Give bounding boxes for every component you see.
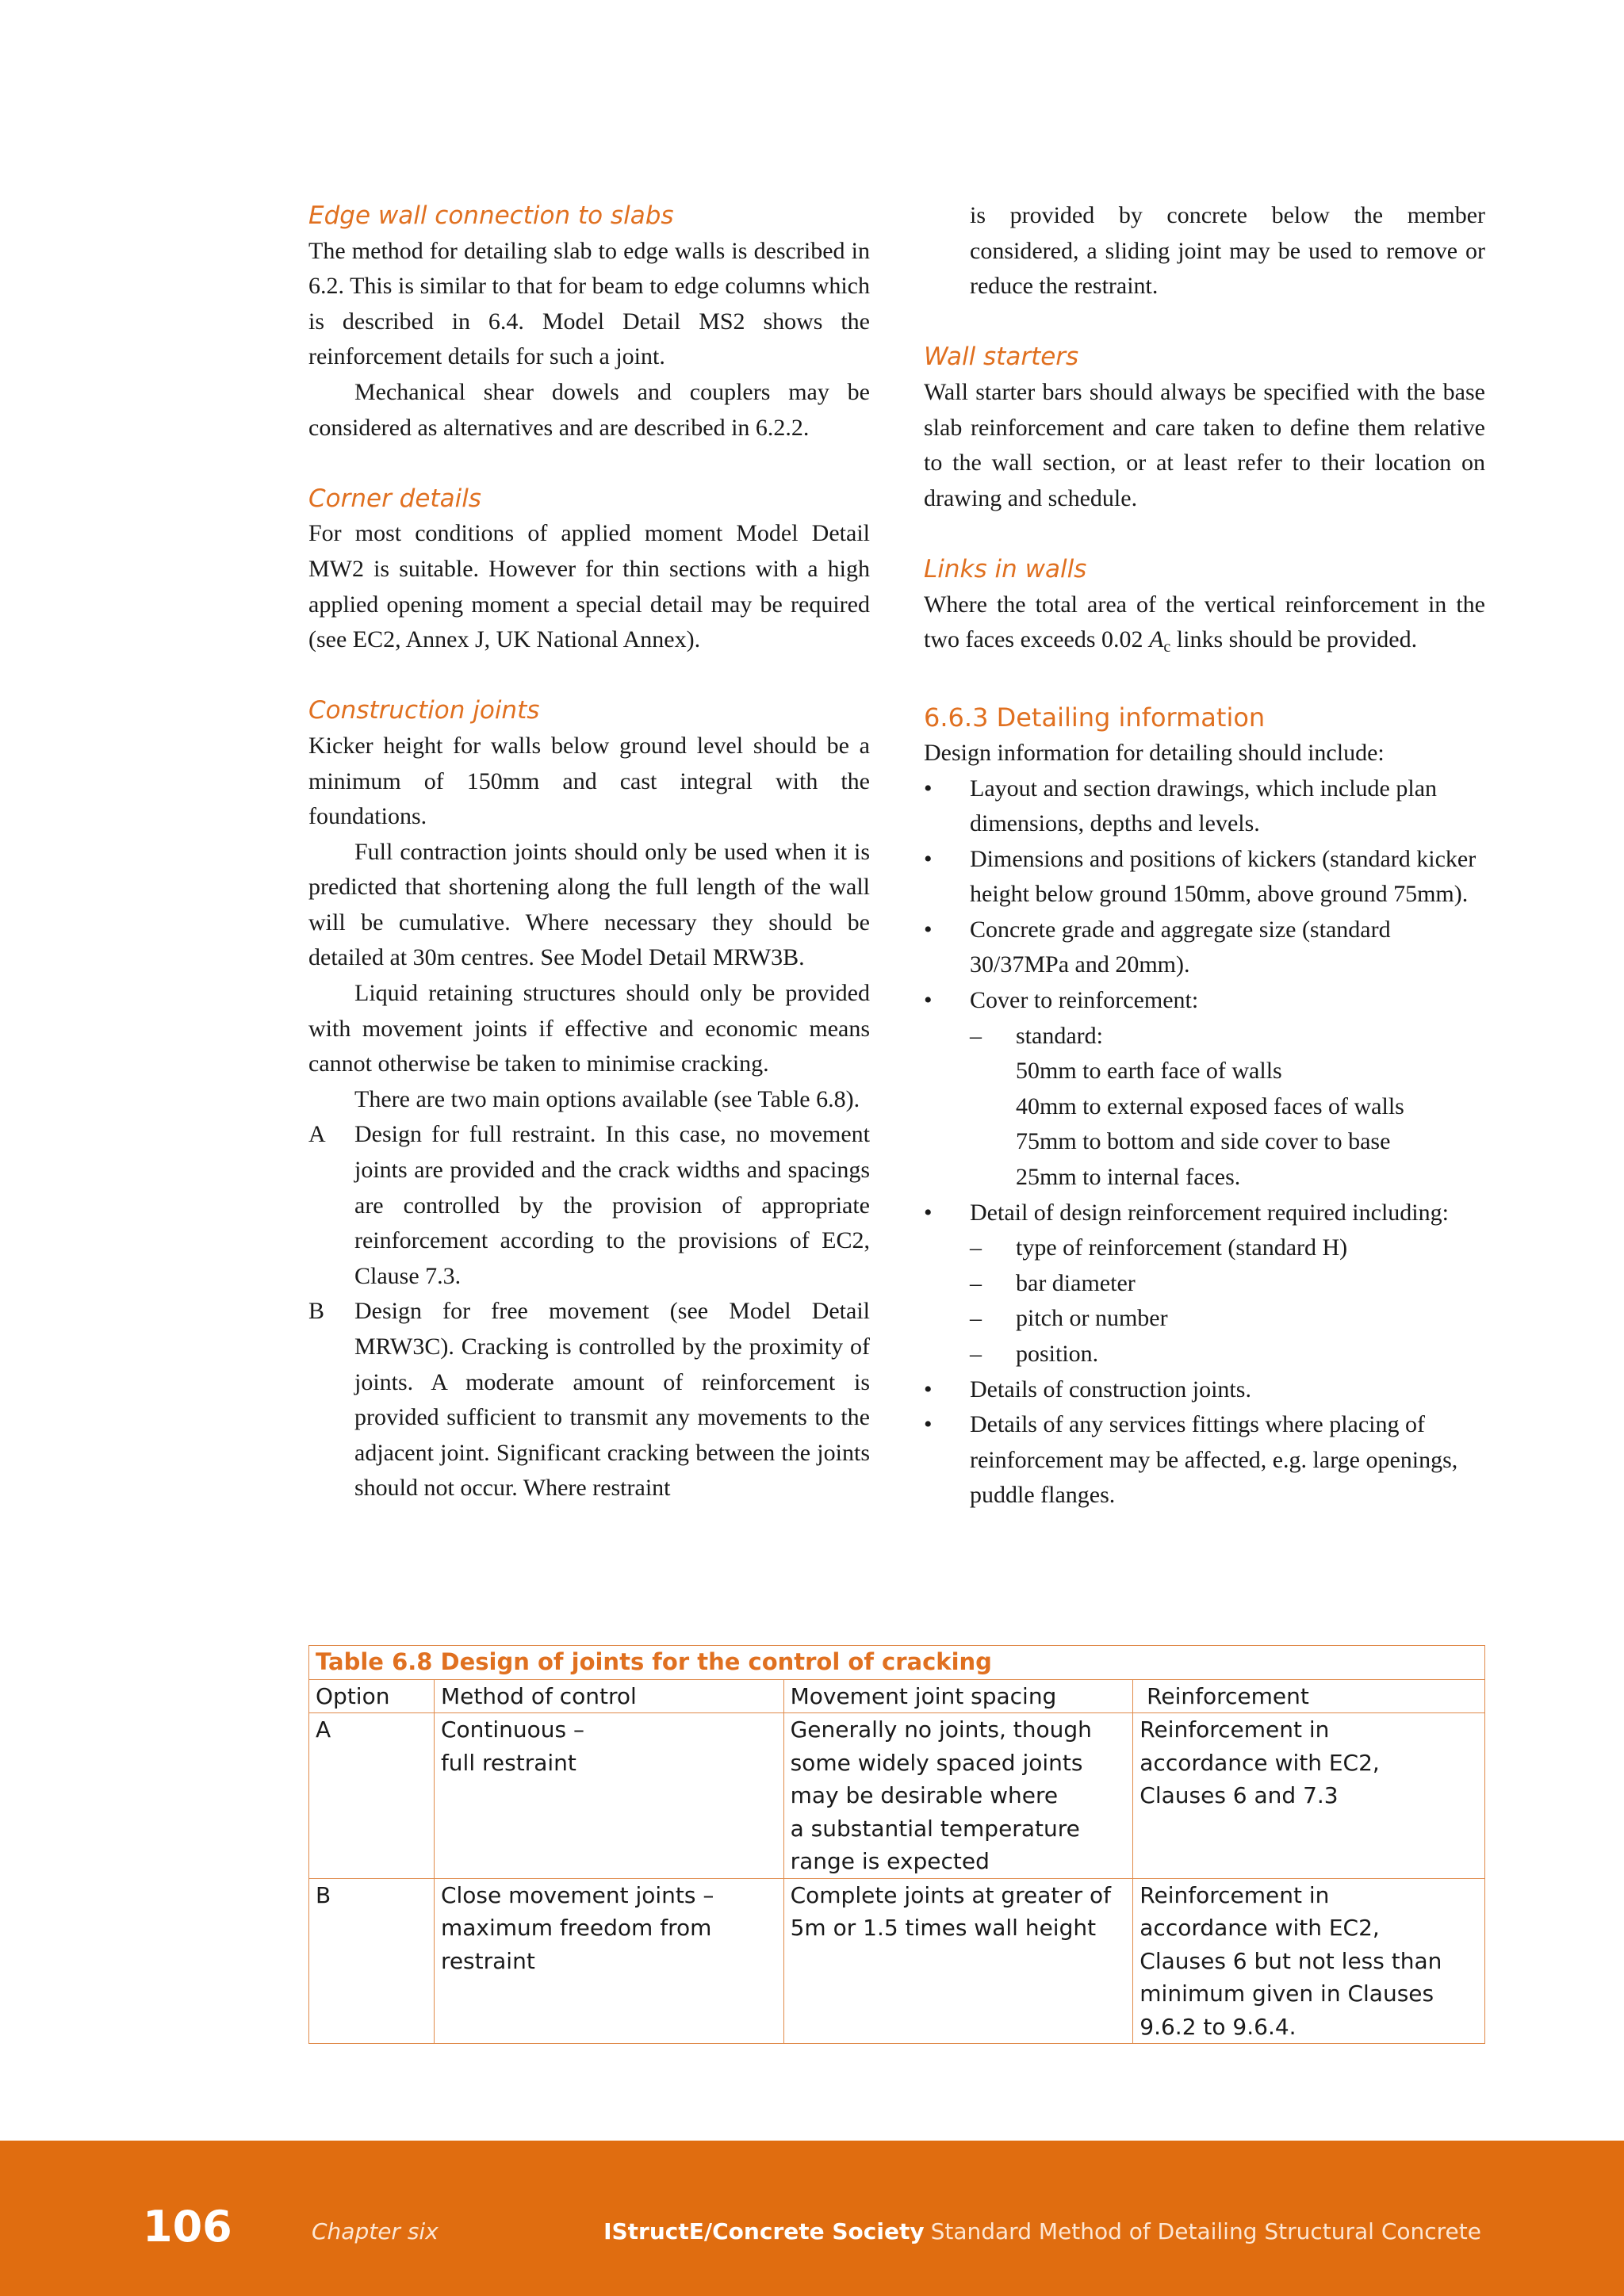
chapter-label: Chapter six — [312, 2218, 439, 2244]
cover-line: 75mm to bottom and side cover to base — [1016, 1128, 1391, 1155]
para-options: There are two main options available (see Table 6.8). — [354, 1085, 860, 1112]
cell-line: may be desirable where — [790, 1782, 1059, 1808]
para-dowels: Mechanical shear dowels and couplers may be considered as alternatives and are described in 6.2.2. — [308, 378, 870, 441]
dash-text: type of reinforcement (standard H) — [1016, 1234, 1348, 1261]
bullet-marker: • — [924, 1376, 933, 1402]
table-row — [309, 1713, 1485, 1879]
option-b-marker: B — [308, 1298, 325, 1325]
dash-marker: – — [970, 1341, 982, 1367]
cell-line: accordance with EC2, — [1139, 1915, 1380, 1941]
cell-line: 5m or 1.5 times wall height — [790, 1915, 1097, 1941]
dash-text: standard: — [1016, 1022, 1103, 1049]
heading-links-in-walls: Links in walls — [924, 554, 1087, 584]
para-links-text-a: Where the total area of the vertical reinforcement in the two faces exceeds 0.02 — [924, 591, 1485, 653]
option-b — [308, 1294, 870, 1506]
cell-line: Close movement joints – — [440, 1881, 714, 1908]
bullet-text: Details of any services fittings where placing of reinforcement may be affected, e.g. large openings, puddle flanges. — [970, 1411, 1458, 1509]
area-symbol: A — [1149, 626, 1164, 653]
bullet-marker: • — [924, 1199, 933, 1226]
bullet-text: Concrete grade and aggregate size (standard 30/37MPa and 20mm). — [970, 916, 1391, 978]
para-liquid: Liquid retaining structures should only be provided with movement joints if effective and economic means cannot otherwise be taken to minimise cracking. — [308, 980, 870, 1077]
col-header-reinforcement: Reinforcement — [1133, 1679, 1485, 1713]
dash-item — [924, 1301, 1485, 1337]
bullet-item — [924, 842, 1485, 913]
bullet-marker: • — [924, 845, 933, 872]
heading-edge-wall: Edge wall connection to slabs — [308, 201, 674, 230]
dash-marker: – — [970, 1234, 982, 1261]
left-column — [308, 198, 870, 1506]
bullet-marker: • — [924, 1411, 933, 1438]
cell-line: Continuous – — [440, 1716, 584, 1743]
cell-option: A — [309, 1713, 435, 1879]
para-wall-starters: Wall starter bars should always be specified with the base slab reinforcement and care taken to define them relative to the wall section, or at least refer to their location on drawing and schedule. — [924, 378, 1485, 511]
cell-line: full restraint — [440, 1749, 576, 1776]
dash-marker: – — [970, 1305, 982, 1332]
bullet-item — [924, 1407, 1485, 1513]
cover-line: 25mm to internal faces. — [1016, 1164, 1241, 1191]
heading-wall-starters: Wall starters — [924, 342, 1079, 372]
cell-line: maximum freedom from — [440, 1915, 712, 1941]
heading-construction-joints: Construction joints — [308, 696, 540, 725]
cell-line: accordance with EC2, — [1139, 1749, 1380, 1776]
page-footer — [0, 2141, 1624, 2296]
bullet-text: Layout and section drawings, which include plan dimensions, depths and levels. — [970, 775, 1438, 837]
page-number: 106 — [143, 2202, 232, 2252]
cover-line: 50mm to earth face of walls — [1016, 1058, 1282, 1085]
col-header-option: Option — [309, 1679, 435, 1713]
bullet-item — [924, 1372, 1485, 1408]
para-design-info: Design information for detailing should include: — [924, 739, 1385, 766]
bullet-marker: • — [924, 987, 933, 1014]
bullet-item — [924, 1196, 1485, 1231]
para-links-text-b: links should be provided. — [1170, 626, 1418, 653]
bullet-marker: • — [924, 775, 933, 802]
cell-line: range is expected — [790, 1848, 990, 1874]
bullet-item — [924, 913, 1485, 983]
publication-line — [603, 2218, 1481, 2244]
bullet-text: Cover to reinforcement: — [970, 987, 1199, 1014]
cell-line: Clauses 6 and 7.3 — [1139, 1782, 1339, 1808]
cell-line: restraint — [440, 1947, 535, 1974]
table-row — [309, 1878, 1485, 2044]
para-kicker: Kicker height for walls below ground level should be a minimum of 150mm and cast integral with the foundations. — [308, 732, 870, 830]
table-header-row — [309, 1679, 1485, 1713]
cell-line: 9.6.2 to 9.6.4. — [1139, 2013, 1297, 2040]
cell-reinforcement — [1133, 1878, 1485, 2044]
option-a-marker: A — [308, 1121, 326, 1148]
heading-663-detailing-information: 6.6.3 Detailing information — [924, 702, 1266, 733]
cell-line: a substantial temperature — [790, 1815, 1080, 1842]
area-subscript: c — [1163, 638, 1171, 656]
cover-line: 40mm to external exposed faces of walls — [1016, 1093, 1404, 1119]
bullet-text: Dimensions and positions of kickers (standard kicker height below ground 150mm, above ground 75mm). — [970, 845, 1477, 908]
cell-line: Reinforcement in — [1139, 1881, 1330, 1908]
table-6-8 — [308, 1645, 1485, 2044]
col-header-spacing: Movement joint spacing — [783, 1679, 1133, 1713]
right-column — [924, 198, 1485, 1513]
cell-option: B — [309, 1878, 435, 2044]
dash-item — [924, 1337, 1485, 1372]
cell-line: Complete joints at greater of — [790, 1881, 1112, 1908]
para-continuation: is provided by concrete below the member considered, a sliding joint may be used to remove or reduce the restraint. — [970, 202, 1485, 300]
heading-corner-details: Corner details — [308, 484, 481, 513]
dash-item — [924, 1230, 1485, 1266]
cell-method — [434, 1713, 783, 1879]
cell-line: Reinforcement in — [1139, 1716, 1330, 1743]
dash-marker: – — [970, 1269, 982, 1296]
dash-text: position. — [1016, 1341, 1099, 1367]
dash-marker: – — [970, 1022, 982, 1049]
option-a — [308, 1117, 870, 1294]
bullet-text: Details of construction joints. — [970, 1376, 1251, 1402]
para-links — [924, 587, 1485, 665]
dash-item — [924, 1266, 1485, 1302]
table-caption: Table 6.8 Design of joints for the control of cracking — [309, 1646, 1485, 1680]
cell-line: some widely spaced joints — [790, 1749, 1083, 1776]
cell-spacing — [783, 1878, 1133, 2044]
para-edge-wall: The method for detailing slab to edge walls is described in 6.2. This is similar to that for beam to edge columns which is described in 6.4. Model Detail MS2 shows the reinforcement details for such a joint. — [308, 237, 870, 370]
option-b-text: Design for free movement (see Model Detail MRW3C). Cracking is controlled by the proximity of joints. A moderate amount of reinforcement is provided sufficient to transmit any movements to the adjacent joint. Significant cracking between the joints should not occur. Where restraint — [354, 1298, 870, 1502]
bullet-marker: • — [924, 916, 933, 943]
cell-reinforcement — [1133, 1713, 1485, 1879]
dash-text: bar diameter — [1016, 1269, 1136, 1296]
option-a-text: Design for full restraint. In this case, no movement joints are provided and the crack widths and spacings are controlled by the provision of appropriate reinforcement according to the provisions of EC2, Clause 7.3. — [354, 1121, 870, 1289]
bullet-item — [924, 983, 1485, 1019]
dash-item — [924, 1019, 1485, 1054]
publisher-name: IStructE/Concrete Society — [603, 2218, 925, 2244]
cell-line: minimum given in Clauses — [1139, 1980, 1434, 2007]
col-header-method: Method of control — [434, 1679, 783, 1713]
cell-spacing — [783, 1713, 1133, 1879]
cell-line: Generally no joints, though — [790, 1716, 1092, 1743]
dash-text: pitch or number — [1016, 1305, 1168, 1332]
bullet-item — [924, 771, 1485, 842]
para-contraction: Full contraction joints should only be used when it is predicted that shortening along the full length of the wall will be cumulative. Where necessary they should be detailed at 30m centres. See Model Detail MRW3B. — [308, 838, 870, 971]
cell-method — [434, 1878, 783, 2044]
publication-title: Standard Method of Detailing Structural Concrete — [930, 2218, 1481, 2244]
cell-line: Clauses 6 but not less than — [1139, 1947, 1442, 1974]
bullet-text: Detail of design reinforcement required including: — [970, 1199, 1449, 1226]
para-corner-details: For most conditions of applied moment Model Detail MW2 is suitable. However for thin sections with a high applied opening moment a special detail may be required (see EC2, Annex J, UK National Annex). — [308, 520, 870, 653]
